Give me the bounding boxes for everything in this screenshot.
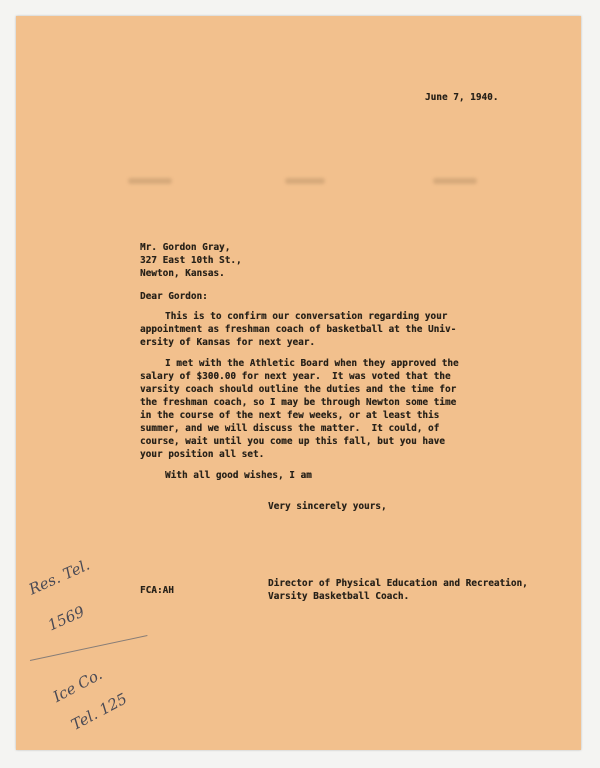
paragraph-1-line: appointment as freshman coach of basketball at the Univ-	[140, 324, 457, 335]
signature-title-line: Varsity Basketball Coach.	[268, 591, 410, 602]
faint-mark-center	[285, 178, 325, 184]
address-street: 327 East 10th St.,	[140, 255, 242, 266]
address-name: Mr. Gordon Gray,	[140, 242, 231, 253]
paragraph-2-line: I met with the Athletic Board when they approved the	[165, 358, 459, 369]
paragraph-2-line: course, wait until you come up this fall, but you have	[140, 436, 445, 447]
paragraph-2-line: salary of $300.00 for next year. It was voted that the	[140, 371, 451, 382]
letter-date: June 7, 1940.	[425, 92, 499, 103]
complimentary-close: Very sincerely yours,	[268, 501, 387, 512]
handwritten-note-phone: Res. Tel.	[26, 555, 93, 599]
address-city: Newton, Kansas.	[140, 268, 225, 279]
paragraph-2-line: in the course of the next few weeks, or at least this	[140, 410, 440, 421]
signature-title-line: Director of Physical Education and Recreation,	[268, 578, 528, 589]
paragraph-2-line: the freshman coach, so I may be through Newton some time	[140, 397, 457, 408]
paragraph-2-line: your position all set.	[140, 449, 265, 460]
salutation: Dear Gordon:	[140, 291, 208, 302]
faint-mark-right	[433, 178, 477, 184]
reference-initials: FCA:AH	[140, 585, 174, 596]
paragraph-2-line: varsity coach should outline the duties and the time for	[140, 384, 457, 395]
handwritten-note-ice: Ice Co.	[50, 665, 106, 706]
handwritten-note-ice-tel: Tel. 125	[68, 689, 131, 734]
paragraph-2-line: summer, and we will discuss the matter. It could, of	[140, 423, 440, 434]
handwritten-note-phone-number: 1569	[45, 602, 88, 635]
paragraph-1-line: This is to confirm our conversation regarding your	[165, 311, 448, 322]
paragraph-1-line: ersity of Kansas for next year.	[140, 337, 316, 348]
faint-mark-left	[128, 178, 172, 184]
closing-wishes: With all good wishes, I am	[165, 470, 312, 481]
